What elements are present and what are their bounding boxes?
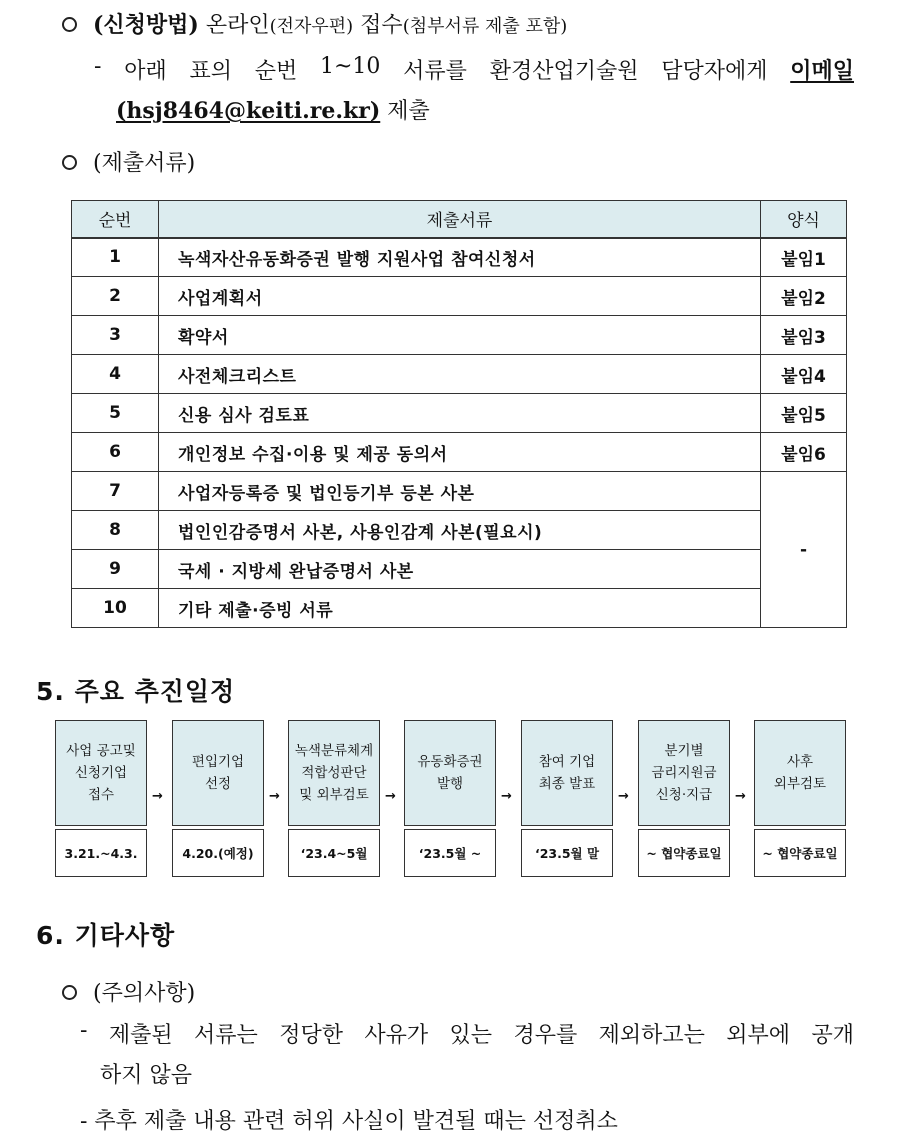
step-title — [404, 720, 496, 826]
row-no: 1 — [72, 238, 159, 277]
email-address[interactable]: (hsj8464@keiti.re.kr) — [116, 98, 381, 124]
caution-line — [62, 976, 195, 1007]
circle-bullet-icon — [62, 155, 77, 170]
note-word: 정당한 — [279, 1023, 343, 1048]
schedule-step — [288, 720, 380, 877]
row-no: 4 — [72, 355, 159, 394]
caution-label: (주의사항) — [93, 981, 196, 1006]
row-form: 붙임4 — [761, 355, 847, 394]
email-label: 이메일 — [790, 58, 854, 84]
header-no: 순번 — [72, 201, 159, 238]
note-word: 제외하고는 — [598, 1023, 705, 1048]
docs-label: (제출서류) — [93, 151, 196, 176]
step-title-text: 유동화증권 발행 — [417, 754, 483, 792]
arrow-right-icon: → — [618, 789, 629, 804]
misc-heading: 6. 기타사항 — [36, 921, 176, 950]
email-line — [116, 94, 430, 125]
apply-detail-word: 순번 — [254, 59, 298, 84]
apply-detail-word: 서류를 — [403, 59, 467, 84]
step-date: 3.21.~4.3. — [55, 829, 147, 877]
step-title — [288, 720, 380, 826]
note-word: 공개 — [811, 1023, 854, 1048]
step-date: ‘23.5월 말 — [521, 829, 613, 877]
step-date: ~ 협약종료일 — [754, 829, 846, 877]
row-form: 붙임5 — [761, 394, 847, 433]
row-no: 5 — [72, 394, 159, 433]
docs-line — [62, 146, 195, 177]
row-no: 9 — [72, 550, 159, 589]
schedule-step — [638, 720, 730, 877]
note-word: 사유가 — [364, 1023, 429, 1048]
apply-method-paren-2: (첨부서류 제출 포함) — [402, 16, 568, 37]
header-form: 양식 — [761, 201, 847, 238]
note-1-line — [80, 1018, 854, 1049]
step-title — [638, 720, 730, 826]
note-word: 있는 — [449, 1023, 493, 1048]
table-row — [72, 316, 847, 355]
apply-method-text-2: 접수 — [353, 13, 403, 38]
row-no: 2 — [72, 277, 159, 316]
apply-detail-word: 담당자에게 — [661, 59, 768, 84]
table-row — [72, 511, 847, 550]
step-date: ‘23.4~5월 — [288, 829, 380, 877]
apply-detail-line — [94, 54, 854, 85]
table-row — [72, 589, 847, 628]
table-row — [72, 277, 847, 316]
apply-method-paren: (전자우편) — [269, 16, 354, 37]
row-form: 붙임2 — [761, 277, 847, 316]
row-doc-name: 법인인감증명서 사본, 사용인감계 사본(필요시) — [159, 511, 761, 550]
step-title — [172, 720, 264, 826]
row-no: 7 — [72, 472, 159, 511]
arrow-right-icon: → — [735, 789, 746, 804]
apply-detail-word: - — [94, 54, 102, 79]
table-row — [72, 550, 847, 589]
circle-bullet-icon — [62, 17, 77, 32]
step-date: 4.20.(예정) — [172, 829, 264, 877]
step-date: ‘23.5월 ~ — [404, 829, 496, 877]
step-title-text: 편입기업 선정 — [191, 754, 245, 792]
schedule-step — [404, 720, 496, 877]
table-row — [72, 355, 847, 394]
note-word: 서류는 — [194, 1023, 258, 1048]
merged-form-cell: - — [761, 472, 847, 628]
arrow-right-icon: → — [269, 789, 280, 804]
email-submit-text: 제출 — [380, 99, 430, 124]
table-row — [72, 472, 847, 511]
table-header-row — [72, 201, 847, 238]
step-title — [754, 720, 846, 826]
row-doc-name: 사업자등록증 및 법인등기부 등본 사본 — [159, 472, 761, 511]
row-no: 10 — [72, 589, 159, 628]
row-no: 3 — [72, 316, 159, 355]
step-title — [55, 720, 147, 826]
row-doc-name: 개인정보 수집·이용 및 제공 동의서 — [159, 433, 761, 472]
row-doc-name: 신용 심사 검토표 — [159, 394, 761, 433]
note-word: 경우를 — [513, 1023, 578, 1048]
schedule-step — [172, 720, 264, 877]
row-no: 8 — [72, 511, 159, 550]
apply-method-line — [62, 8, 567, 39]
step-title-text: 녹색분류체계 적합성판단 및 외부검토 — [294, 743, 374, 803]
table-row — [72, 238, 847, 277]
step-title-text: 사후 외부검토 — [773, 754, 827, 792]
step-title-text: 사업 공고및 신청기업 접수 — [66, 743, 136, 803]
note-word: 외부에 — [726, 1023, 791, 1048]
arrow-right-icon: → — [385, 789, 396, 804]
schedule-step — [55, 720, 147, 877]
row-form: 붙임6 — [761, 433, 847, 472]
step-date: ~ 협약종료일 — [638, 829, 730, 877]
note-2-line: - 추후 제출 내용 관련 허위 사실이 발견될 때는 선정취소 — [80, 1109, 618, 1134]
apply-method-text: 온라인 — [198, 13, 270, 38]
note-1-continued: 하지 않음 — [100, 1063, 193, 1088]
row-form: 붙임1 — [761, 238, 847, 277]
row-doc-name: 확약서 — [159, 316, 761, 355]
row-doc-name: 녹색자산유동화증권 발행 지원사업 참여신청서 — [159, 238, 761, 277]
note-word: - — [80, 1018, 88, 1043]
row-doc-name: 기타 제출·증빙 서류 — [159, 589, 761, 628]
table-row — [72, 433, 847, 472]
step-title-text: 분기별 금리지원금 신청·지급 — [651, 743, 717, 803]
schedule-step — [754, 720, 846, 877]
header-doc: 제출서류 — [159, 201, 761, 238]
apply-detail-word: 환경산업기술원 — [489, 59, 639, 84]
step-title-text: 참여 기업 최종 발표 — [538, 754, 596, 792]
step-title — [521, 720, 613, 826]
schedule-heading: 5. 주요 추진일정 — [36, 677, 236, 706]
table-row — [72, 394, 847, 433]
schedule-step — [521, 720, 613, 877]
row-doc-name: 사전체크리스트 — [159, 355, 761, 394]
row-doc-name: 사업계획서 — [159, 277, 761, 316]
circle-bullet-icon — [62, 985, 77, 1000]
row-no: 6 — [72, 433, 159, 472]
row-form: 붙임3 — [761, 316, 847, 355]
arrow-right-icon: → — [501, 789, 512, 804]
apply-method-label: (신청방법) — [93, 12, 199, 38]
arrow-right-icon: → — [152, 789, 163, 804]
note-word: 제출된 — [108, 1023, 173, 1048]
apply-detail-word: 아래 — [124, 59, 167, 84]
apply-detail-word: 1~10 — [319, 54, 381, 79]
documents-table — [71, 200, 847, 628]
apply-detail-word: 표의 — [189, 59, 232, 84]
row-doc-name: 국세 · 지방세 완납증명서 사본 — [159, 550, 761, 589]
